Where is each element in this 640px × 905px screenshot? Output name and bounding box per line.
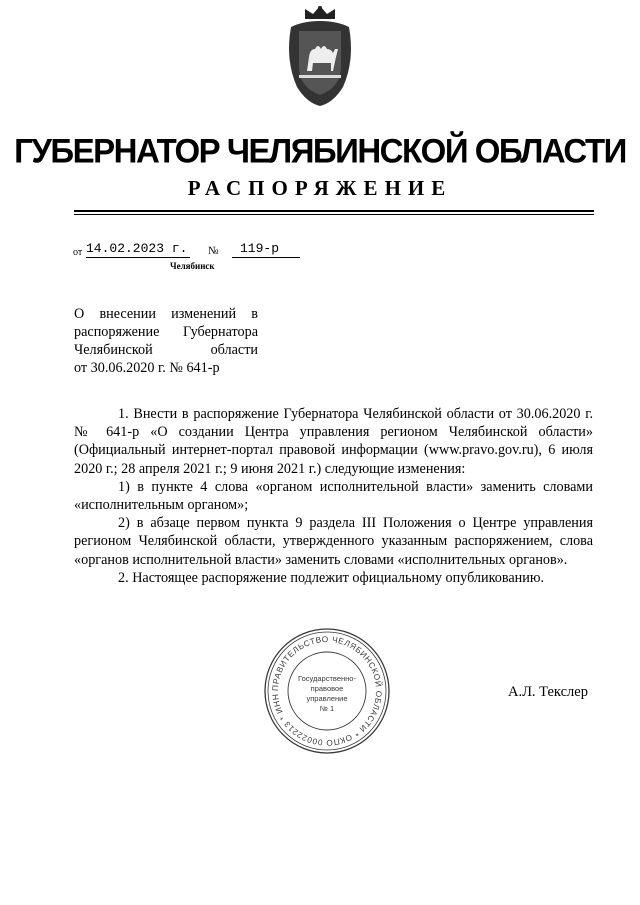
body-paragraph: 2) в абзаце первом пункта 9 раздела III Положения о Центре управления регионом Челябинской области, утвержденного указанным распоряжением, слова «органов исполнительной власти» заменить словами «исполнительных органов». [74, 515, 593, 568]
number-sign-label: № [208, 245, 219, 257]
document-date: 14.02.2023 г. [86, 241, 190, 258]
header-divider-thin [74, 214, 594, 215]
coat-of-arms-emblem [283, 5, 357, 107]
body-paragraph: 1) в пункте 4 слова «органом исполнительной власти» заменить словами «исполнительным органом»; [74, 478, 593, 514]
document-title: ГУБЕРНАТОР ЧЕЛЯБИНСКОЙ ОБЛАСТИ [14, 131, 626, 170]
subject-line: О внесении изменений в [74, 306, 258, 322]
subject-line: от 30.06.2020 г. № 641-р [74, 360, 220, 376]
stamp-center-line: правовое [310, 684, 344, 693]
body-paragraph: 2. Настоящее распоряжение подлежит официальному опубликованию. [118, 569, 545, 586]
header-divider-thick [74, 210, 594, 212]
issue-city: Челябинск [170, 261, 215, 271]
document-subject [74, 305, 258, 377]
stamp-center-line: управление [306, 694, 348, 703]
date-prefix-label: от [73, 247, 83, 258]
stamp-center-line: Государственно- [298, 674, 356, 683]
document-type-heading: РАСПОРЯЖЕНИЕ [187, 176, 453, 200]
document-body [74, 405, 593, 587]
official-stamp [263, 627, 391, 755]
signatory-name: А.Л. Текслер [508, 684, 588, 700]
body-paragraph: 1. Внести в распоряжение Губернатора Челябинской области от 30.06.2020 г. № 641-р «О создании Центра управления регионом Челябинской области» (Официальный интернет-портал правовой информации (www.pravo.gov.ru), 6 июля 2020 г.; 28 апреля 2021 г.; 9 июня 2021 г.) следующие изменения: [74, 406, 593, 477]
document-number: 119-р [232, 241, 300, 258]
stamp-center-line: № 1 [319, 704, 335, 713]
subject-line: распоряжение Губернатора [74, 324, 258, 340]
subject-line: Челябинской области [74, 342, 258, 358]
stamp-ring-text: ПРАВИТЕЛЬСТВО ЧЕЛЯБИНСКОЙ ОБЛАСТИ * ОКПО 00022213 * ИНН [270, 634, 384, 748]
